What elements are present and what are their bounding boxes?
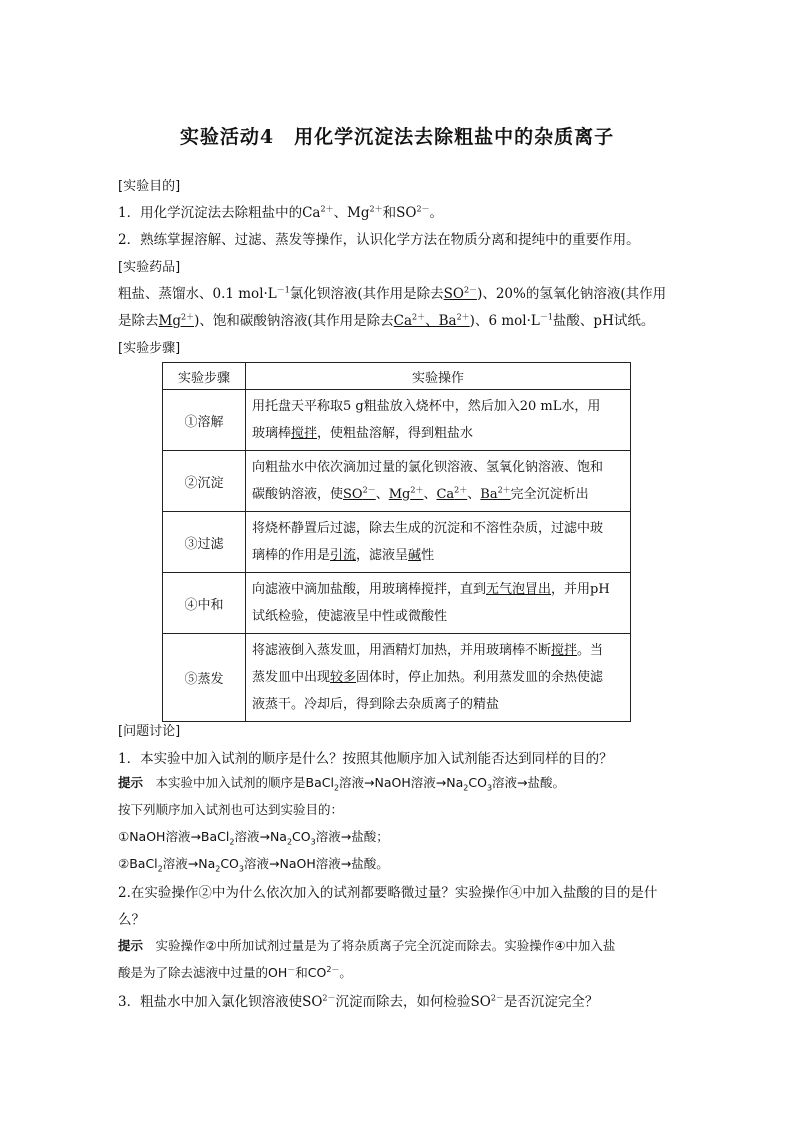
- question-1: 1．本实验中加入试剂的顺序是什么？按照其他顺序加入试剂能否达到同样的目的？: [118, 751, 613, 767]
- step-operation: 用托盘天平称取5 g粗盐放入烧杯中，然后加入20 mL水，用 玻璃棒搅拌，使粗盐溶解，得到粗盐水: [246, 390, 631, 451]
- column-header-step: 实验步骤: [163, 363, 246, 390]
- question-2-line-2: 么？: [118, 912, 145, 928]
- purpose-item-2: 2．熟练掌握溶解、过滤、蒸发等操作，认识化学方法在物质分离和提纯中的重要作用。: [118, 232, 640, 248]
- hint-1: 提示 本实验中加入试剂的顺序是BaCl$_2$溶液→NaOH溶液$\to Na_2CO_3$溶液→盐酸。: [118, 775, 566, 793]
- step-name: ①溶解: [163, 390, 246, 451]
- step-operation: 将烧杯静置后过滤，除去生成的沉淀和不溶性杂质，过滤中玻 璃棒的作用是引流，滤液呈碱性: [246, 512, 631, 573]
- step-operation: 将滤液倒入蒸发皿，用酒精灯加热，并用玻璃棒不断搅拌。当 蒸发皿中出现较多固体时，停止加热。利用蒸发皿的余热使滤 液蒸干。冷却后，得到除去杂质离子的精盐: [246, 634, 631, 722]
- table-row: [163, 512, 631, 573]
- section-header-reagents: [实验药品]: [118, 260, 181, 275]
- hint-1-also: 按下列顺序加入试剂也可达到实验目的：: [118, 802, 344, 817]
- section-header-purpose: [实验目的]: [118, 179, 181, 194]
- step-name: ④中和: [163, 573, 246, 634]
- table-header-row: [163, 363, 631, 390]
- column-header-operation: 实验操作: [246, 363, 631, 390]
- reagents-line-2: 是除去$Mg^{2+}$)、饱和碳酸钠溶液(其作用是除去$Ca^{2+}$、$Ba^{2+}$)、6 $mol\cdot L^{-1}$盐酸、pH试纸。: [118, 312, 655, 329]
- order-option-1: ①NaOH溶液→BaCl$_2$溶液$\to Na_2CO_3$溶液→盐酸；: [118, 829, 389, 847]
- section-header-discussion: [问题讨论]: [118, 724, 181, 739]
- step-name: ②沉淀: [163, 451, 246, 512]
- order-option-2: ②BaCl$_2$溶液$\to Na_2CO_3$溶液→NaOH溶液→盐酸。: [118, 856, 389, 874]
- step-name: ③过滤: [163, 512, 246, 573]
- steps-table: [162, 362, 631, 722]
- question-2-line-1: 2.在实验操作②中为什么依次加入的试剂都要略微过量？实验操作④中加入盐酸的目的是什: [118, 885, 658, 901]
- purpose-item-1: 1．用化学沉淀法去除粗盐中的$Ca^{2+}$、$Mg^{2+}$和$SO^{2-}$。: [118, 204, 444, 221]
- step-name: ⑤蒸发: [163, 634, 246, 722]
- table-row: [163, 451, 631, 512]
- step-operation: 向粗盐水中依次滴加过量的氯化钡溶液、氢氧化钠溶液、饱和 碳酸钠溶液，使$SO^{2-}$、$Mg^{2+}$、$Ca^{2+}$、$Ba^{2+}$完全沉淀析出: [246, 451, 631, 512]
- step-operation: 向滤液中滴加盐酸，用玻璃棒搅拌，直到无气泡冒出，并用pH 试纸检验，使滤液呈中性或微酸性: [246, 573, 631, 634]
- page-title: 实验活动4 用化学沉淀法去除粗盐中的杂质离子: [179, 126, 615, 148]
- table-row: [163, 390, 631, 451]
- table-row: [163, 634, 631, 722]
- reagents-line-1: 粗盐、蒸馏水、0.1 $mol\cdot L^{-1}$氯化钡溶液(其作用是除去$SO^{2-}$)、20%的氢氧化钠溶液(其作用: [118, 285, 667, 302]
- hint-2-line-2: 酸是为了除去滤液中过量的OH－和$CO^{2-}$。: [118, 964, 352, 980]
- hint-2-line-1: 提示 实验操作②中所加试剂过量是为了将杂质离子完全沉淀而除去。实验操作④中加入盐: [118, 938, 616, 953]
- question-3: 3．粗盐水中加入氯化钡溶液使$SO^{2-}$沉淀而除去，如何检验$SO^{2-}$是否沉淀完全？: [118, 993, 599, 1010]
- section-header-steps: [实验步骤]: [118, 341, 181, 356]
- table-row: [163, 573, 631, 634]
